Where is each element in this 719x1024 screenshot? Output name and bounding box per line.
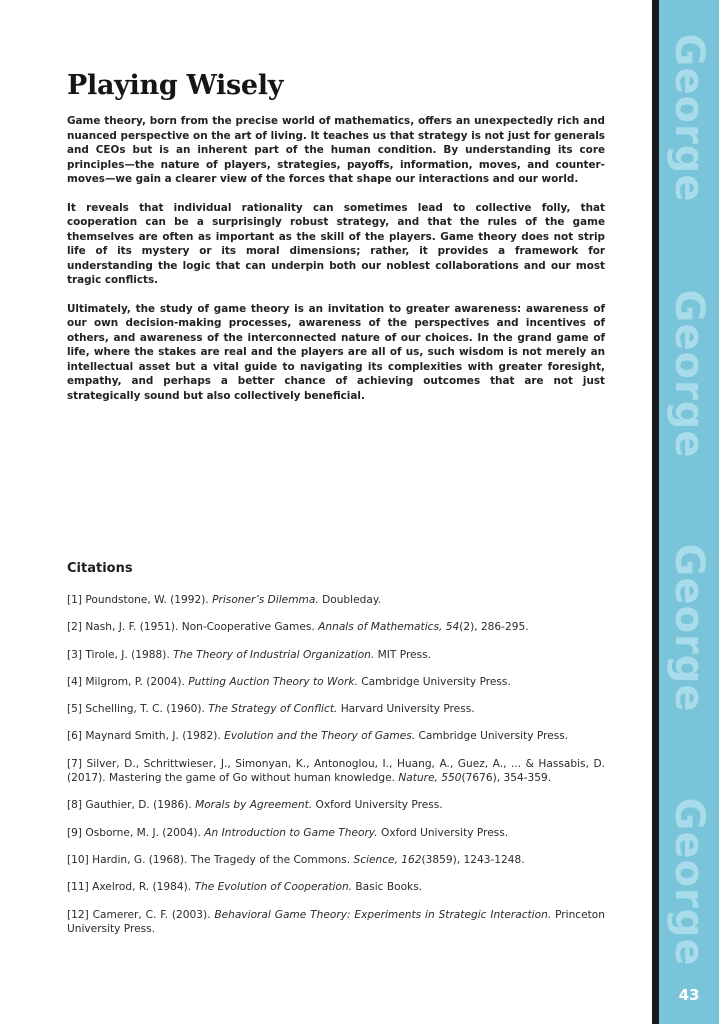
sidebar-word: George <box>666 543 712 713</box>
article-paragraph: Game theory, born from the precise world of mathematics, offers an unexpectedly rich and nuanced perspective on the art of living. It teaches us that strategy is not just for generals and CEOs but is an inherent part of the human condition. By understanding its core principles—the nature of players, strategies, payoffs, information, moves, and counter-moves—we gain a clearer view of the forces that shape our interactions and our world. <box>67 115 605 185</box>
citations-heading: Citations <box>67 561 133 576</box>
citation-item: [12] Camerer, C. F. (2003). Behavioral Game Theory: Experiments in Strategic Interaction. Princeton University Press. <box>67 908 605 935</box>
article-paragraph: It reveals that individual rationality can sometimes lead to collective folly, that cooperation can be a surprisingly robust strategy, and that the rules of the game themselves are often as important as the skill of the players. Game theory does not strip life of its mystery or its moral dimensions; rather, it provides a framework for understanding the logic that can underpin both our noblest collaborations and our most tragic conflicts. <box>67 201 605 286</box>
citation-item: [5] Schelling, T. C. (1960). The Strategy of Conflict. Harvard University Press. <box>67 703 475 716</box>
citations-section <box>67 561 605 949</box>
article-paragraph: Ultimately, the study of game theory is an invitation to greater awareness: awareness of our own decision-making processes, awareness of the perspectives and incentives of others, and awareness of the interconnected nature of our choices. In the grand game of life, where the stakes are real and the players are all of us, such wisdom is not merely an intellectual asset but a vital guide to navigating its complexities with greater foresight, empathy, and perhaps a better chance of achieving outcomes that are not just strategically sound but also collectively beneficial. <box>67 302 605 402</box>
sidebar-word: George <box>666 33 712 203</box>
citation-item: [7] Silver, D., Schrittwieser, J., Simonyan, K., Antonoglou, I., Huang, A., Guez, A., ... & Hassabis, D. (2017). Mastering the game of Go without human knowledge. Nature, 550(7676), 354-359. <box>67 757 605 785</box>
citation-item: [9] Osborne, M. J. (2004). An Introduction to Game Theory. Oxford University Press. <box>67 826 509 839</box>
citation-item: [6] Maynard Smith, J. (1982). Evolution and the Theory of Games. Cambridge University Press. <box>67 730 569 743</box>
citation-item: [3] Tirole, J. (1988). The Theory of Industrial Organization. MIT Press. <box>67 648 431 661</box>
page-number: 43 <box>678 986 700 1004</box>
citation-item: [8] Gauthier, D. (1986). Morals by Agreement. Oxford University Press. <box>67 799 443 812</box>
sidebar-band <box>652 0 719 1024</box>
citation-item: [2] Nash, J. F. (1951). Non-Cooperative Games. Annals of Mathematics, 54(2), 286-295. <box>67 621 529 634</box>
page-title: Playing Wisely <box>67 70 284 101</box>
citation-item: [1] Poundstone, W. (1992). Prisoner’s Dilemma. Doubleday. <box>67 594 381 606</box>
article <box>67 70 605 417</box>
citation-item: [11] Axelrod, R. (1984). The Evolution of Cooperation. Basic Books. <box>67 881 423 894</box>
sidebar-word: George <box>666 797 712 967</box>
sidebar-word: George <box>666 289 712 459</box>
citation-item: [10] Hardin, G. (1968). The Tragedy of the Commons. Science, 162(3859), 1243-1248. <box>67 853 525 866</box>
citation-item: [4] Milgrom, P. (2004). Putting Auction Theory to Work. Cambridge University Press. <box>67 675 511 688</box>
